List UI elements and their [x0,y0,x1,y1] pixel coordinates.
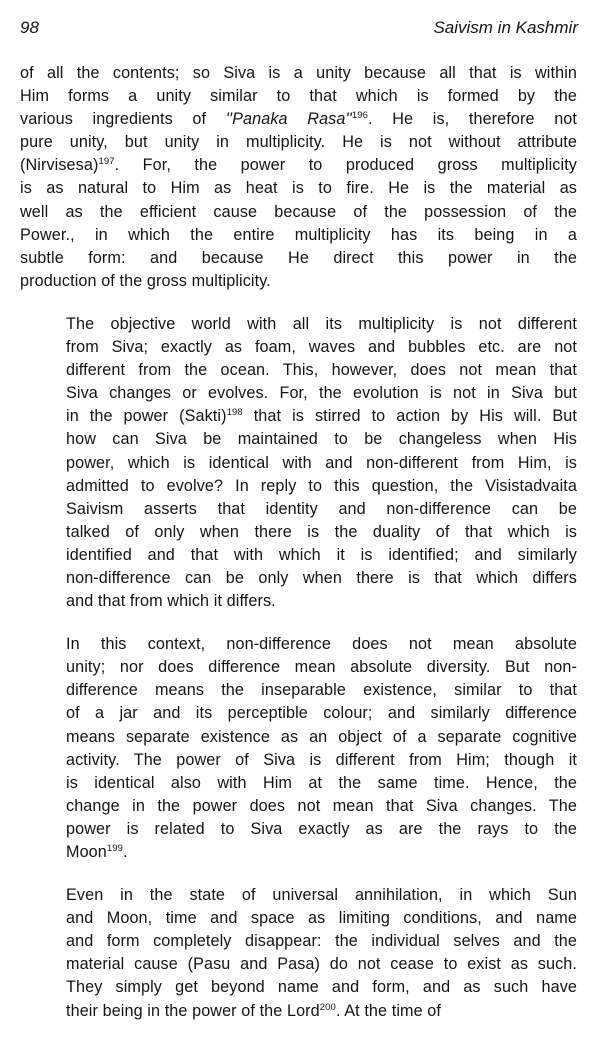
line-text: The objective world with all its multiplicity is not different [66,314,577,333]
page-number: 98 [20,18,39,37]
line-text: change in the power does not mean that Siva changes. The [66,796,577,815]
line-text: difference means the inseparable existence, similar to that [66,681,577,700]
running-head: Saivism in Kashmir [433,18,578,37]
footnote-marker: 196 [351,110,369,122]
line-text: that is stirred to action by His will. But [242,407,577,426]
line-text: is as natural to Him as heat is to fire. He is the material as [20,179,577,198]
text-line [20,726,577,749]
line-text: Moon [66,843,107,861]
line-text: from Siva; exactly as foam, waves and bubbles etc. are not [66,338,577,357]
line-text: (Nirvisesa) [20,156,99,175]
line-text: and form completely disappear: the individual selves and the [66,932,577,951]
text-line [20,452,577,475]
line-text: power is related to Siva exactly as are the rays to the [66,819,577,838]
line-text: how can Siva be maintained to be changeless when His [66,430,577,449]
line-text: and that from which it differs. [66,592,276,611]
line-text: production of the gross multiplicity. [20,271,271,290]
line-text: Siva changes or evolves. For, the evolution is not in Siva but [66,384,577,403]
text-line [20,247,577,270]
text-line [20,590,577,613]
line-text: power, which is identical with and non-different from Him, is [66,453,577,472]
paragraph [20,313,577,613]
text-line [20,1000,577,1023]
footnote-marker: 200 [319,1001,336,1013]
line-text: Even in the state of universal annihilation, in which Sun [66,886,577,905]
italic-term: ''Panaka Rasa'' [225,110,352,129]
text-line [20,62,577,85]
line-text: means separate existence as an object of a separate cognitive [66,727,577,746]
text-line [20,85,577,108]
text-line [20,108,577,131]
text-line [20,544,577,567]
text-line [20,749,577,772]
text-line [20,884,577,907]
line-text: well as the efficient cause because of the possession of the [20,202,577,221]
text-line [20,336,577,359]
text-line [20,201,577,224]
line-text: admitted to evolve? In reply to this question, the Visistadvaita [66,476,577,495]
paragraph [20,884,577,1023]
footnote-marker: 197 [98,156,115,168]
text-line [20,428,577,451]
line-text: various ingredients of [20,110,226,129]
text-line [20,131,577,154]
text-line [20,521,577,544]
text-line [20,359,577,382]
line-text: . At the time of [335,1001,442,1020]
line-text: and Moon, time and space as limiting conditions, and name [66,909,577,928]
line-text: activity. The power of Siva is different from Him; though it [66,750,577,769]
line-text: is identical also with Him at the same time. Hence, the [66,773,577,792]
text-line [20,907,577,930]
text-line [20,818,577,841]
text-line [20,795,577,818]
line-text: . He is, therefore not [368,110,577,129]
text-line [20,405,577,428]
line-text: Saivism asserts that identity and non-difference can be [66,499,577,518]
text-line [20,679,577,702]
footnote-marker: 198 [226,407,243,419]
footnote-marker: 199 [106,843,124,854]
line-text: talked of only when there is the duality of that which is [66,522,577,541]
line-text: identified and that with which it is identified; and similarly [66,545,577,564]
line-text: Power., in which the entire multiplicity has its being in a [20,225,577,244]
text-line [20,702,577,725]
line-text: pure unity, but unity in multiplicity. He is not without attribute [20,133,577,152]
line-text: Him forms a unity similar to that which is formed by the [20,87,577,106]
line-text: material cause (Pasu and Pasa) do not cease to exist as such. [66,955,577,974]
text-line [20,567,577,590]
text-line [20,382,577,405]
page-header [20,18,578,42]
line-text: . [123,843,128,861]
text-line [20,498,577,521]
line-text: In this context, non-difference does not mean absolute [66,635,577,654]
line-text: unity; nor does difference mean absolute diversity. But non- [66,658,577,677]
paragraph [20,633,577,864]
text-line [20,976,577,999]
text-line [20,154,577,177]
line-text: subtle form: and because He direct this power in the [20,248,577,267]
line-text: their being in the power of the Lord [66,1001,320,1020]
text-line [20,772,577,795]
line-text: of a jar and its perceptible colour; and similarly difference [66,704,577,723]
paragraph [20,62,577,293]
line-text: . For, the power to produced gross multiplicity [114,156,577,175]
text-line [20,224,577,247]
line-text: in the power (Sakti) [66,407,227,426]
text-line [20,270,577,293]
line-text: They simply get beyond name and form, and as such have [66,978,577,997]
text-line [20,656,577,679]
text-line [20,313,577,336]
line-text: non-difference can be only when there is that which differs [66,568,577,587]
line-text: of all the contents; so Siva is a unity because all that is within [20,64,577,82]
text-line [20,841,577,864]
text-line [20,177,577,200]
text-line [20,953,577,976]
body-text [20,62,577,1043]
text-line [20,930,577,953]
line-text: different from the ocean. This, however, does not mean that [66,361,577,380]
text-line [20,633,577,656]
text-line [20,475,577,498]
